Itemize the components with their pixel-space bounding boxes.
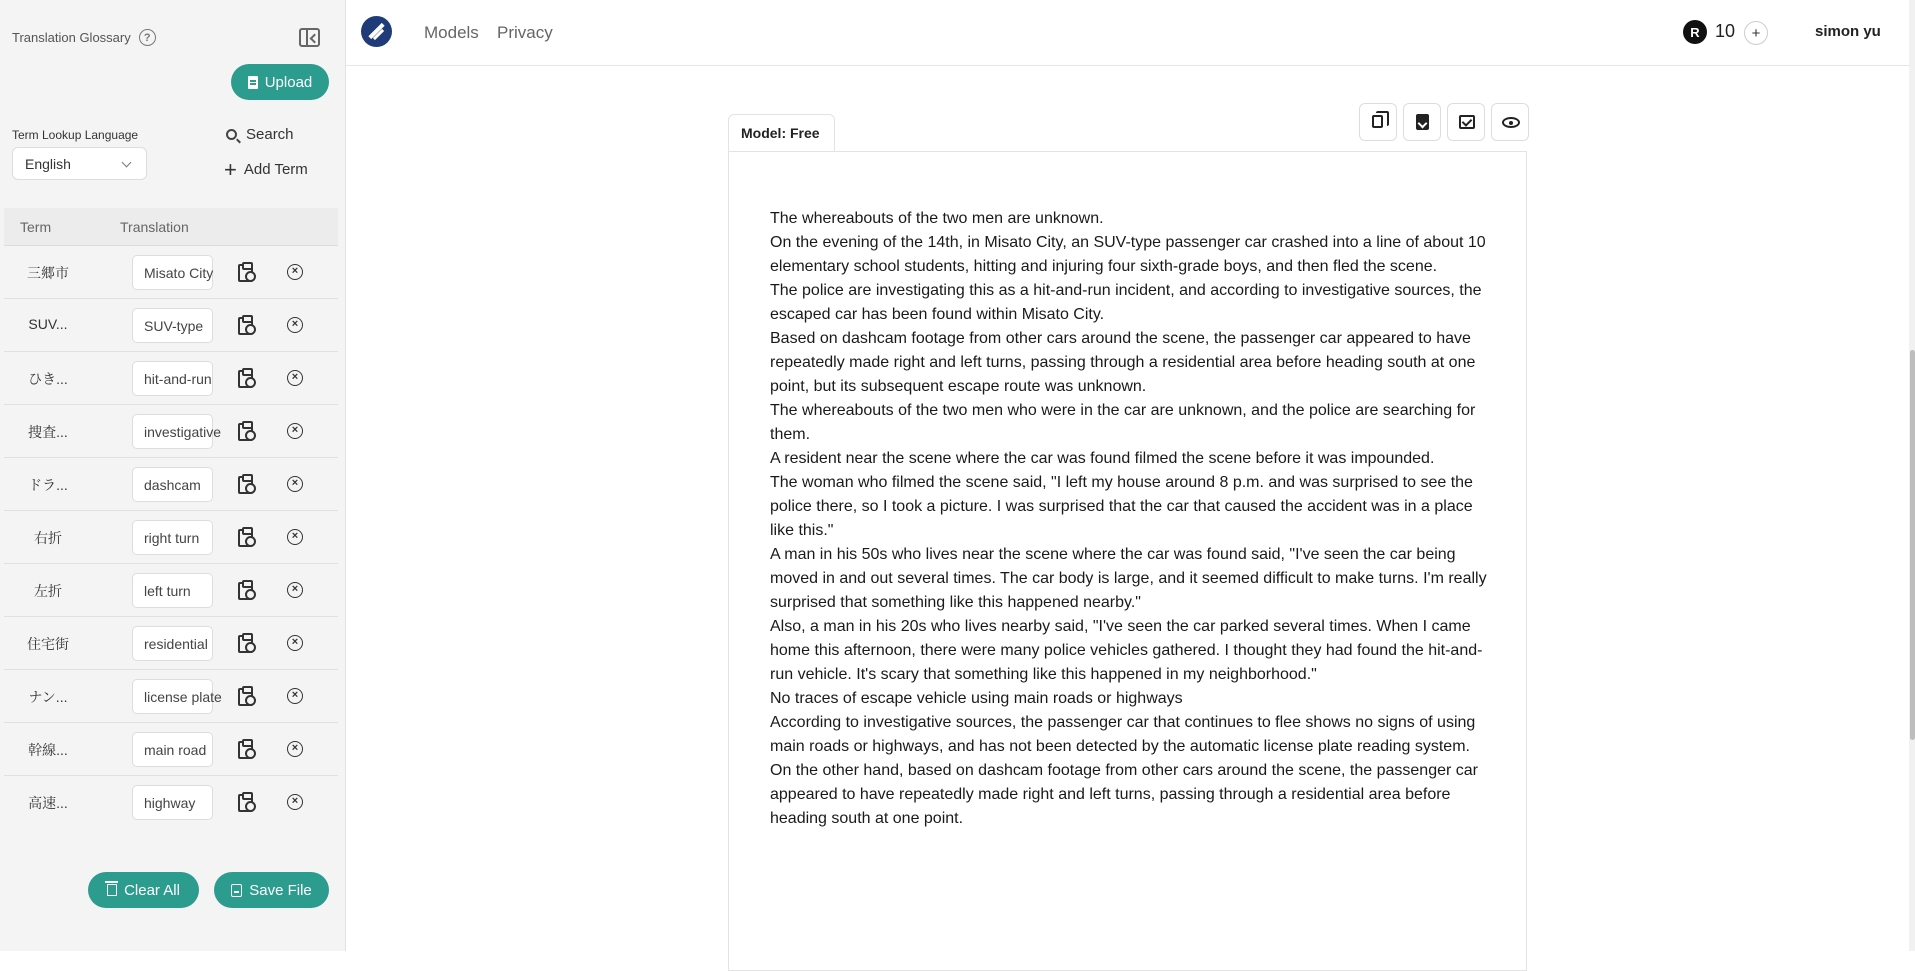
clipboard-search-icon[interactable] (238, 794, 253, 812)
term-cell: ひき... (28, 371, 68, 387)
clipboard-search-icon[interactable] (238, 688, 253, 706)
translation-output-panel[interactable] (728, 151, 1527, 971)
output-paragraph: Also, a man in his 20s who lives nearby said, "I've seen the car parked several times. When I came home this afternoon, there were many police vehicles gathered. I thought they had found the hit-and-run vehicle. It's scary that something like this happened in my neighborhood." (770, 618, 1483, 683)
output-paragraph: Based on dashcam footage from other cars around the scene, the passenger car appeared to have repeatedly made right and left turns, passing through a residential area before heading south at one point, but its subsequent escape route was unknown. (770, 330, 1476, 395)
glossary-table-header (4, 208, 338, 246)
model-tab[interactable]: Model: Free (728, 114, 835, 152)
table-row (4, 405, 338, 458)
term-cell: 右折 (34, 530, 62, 546)
term-cell: 左折 (34, 583, 62, 599)
translation-input[interactable]: residential (132, 626, 213, 661)
output-paragraph: The woman who filmed the scene said, "I left my house around 8 p.m. and was surprised to see the police there, so I took a picture. I was surprised that the car that caused the accident was in a place like this." (770, 474, 1473, 539)
translation-input[interactable]: dashcam (132, 467, 213, 502)
term-cell: ナン... (28, 689, 68, 705)
trash-icon (107, 884, 117, 896)
table-row (4, 352, 338, 405)
output-paragraph: The police are investigating this as a hit-and-run incident, and according to investigative sources, the escaped car has been found within Misato City. (770, 282, 1482, 323)
copy-icon (1372, 115, 1383, 128)
table-row (4, 670, 338, 723)
save-file-button[interactable] (214, 872, 329, 908)
clear-all-button[interactable] (88, 872, 199, 908)
clipboard-search-icon[interactable] (238, 317, 253, 335)
plus-icon: + (224, 157, 237, 182)
output-paragraph: A man in his 50s who lives near the scene where the car was found said, "I've seen the car being moved in and out several times. The car body is large, and it seemed difficult to make turns. I'm really surprised that something like this happened nearby." (770, 546, 1487, 611)
output-paragraph: According to investigative sources, the passenger car that continues to flee shows no signs of using main roads or highways, and has not been detected by the automatic license plate reading system. (770, 714, 1476, 755)
save-file-label: Save File (249, 881, 312, 899)
term-cell: SUV... (28, 316, 68, 332)
delete-icon[interactable]: × (287, 688, 303, 704)
output-paragraph: A resident near the scene where the car was found filmed the scene before it was impounded. (770, 450, 1435, 467)
sidebar-title (12, 29, 156, 46)
nav-privacy-link[interactable]: Privacy (497, 23, 553, 42)
translation-input[interactable]: main road (132, 732, 213, 767)
table-row (4, 776, 338, 829)
add-term-button[interactable] (224, 157, 308, 182)
language-selected-value: English (25, 156, 71, 172)
review-button[interactable] (1447, 103, 1485, 141)
credit-count: 10 (1715, 21, 1736, 41)
translation-column-header: Translation (120, 219, 189, 235)
delete-icon[interactable]: × (287, 635, 303, 651)
term-cell: 捜査... (28, 424, 68, 440)
term-lookup-language-label: Term Lookup Language (12, 128, 139, 142)
chevron-down-icon (122, 158, 132, 168)
term-cell: 三郷市 (27, 265, 69, 281)
nav-models-link[interactable]: Models (424, 23, 479, 42)
table-row (4, 246, 338, 299)
glossary-rows (4, 246, 338, 829)
output-paragraph: No traces of escape vehicle using main roads or highways (770, 690, 1183, 707)
download-button[interactable] (1403, 103, 1441, 141)
glossary-sidebar (0, 0, 346, 951)
translation-input[interactable]: hit-and-run (132, 361, 213, 396)
download-icon (1416, 114, 1429, 130)
search-icon (226, 129, 237, 140)
clipboard-search-icon[interactable] (238, 529, 253, 547)
clipboard-search-icon[interactable] (238, 582, 253, 600)
clipboard-search-icon[interactable] (238, 423, 253, 441)
add-term-label: Add Term (243, 161, 308, 178)
help-icon[interactable]: ? (139, 29, 156, 46)
table-row (4, 511, 338, 564)
delete-icon[interactable]: × (287, 370, 303, 386)
translation-input[interactable]: license plate (132, 679, 213, 714)
term-cell: 住宅街 (27, 636, 69, 652)
delete-icon[interactable]: × (287, 741, 303, 757)
save-file-icon (231, 884, 242, 897)
clipboard-search-icon[interactable] (238, 635, 253, 653)
translation-input[interactable]: Misato City (132, 255, 213, 290)
clipboard-search-icon[interactable] (238, 476, 253, 494)
translation-output-text (770, 207, 1495, 831)
app-logo[interactable] (361, 16, 392, 47)
translation-input[interactable]: left turn (132, 573, 213, 608)
table-row (4, 564, 338, 617)
user-menu[interactable]: simon yu (1815, 23, 1881, 40)
table-row (4, 299, 338, 352)
clear-all-label: Clear All (124, 881, 180, 899)
clipboard-search-icon[interactable] (238, 264, 253, 282)
translation-input[interactable]: investigative (132, 414, 213, 449)
preview-button[interactable] (1491, 103, 1529, 141)
search-label: Search (246, 126, 294, 143)
output-paragraph: On the other hand, based on dashcam footage from other cars around the scene, the passenger car appeared to have repeatedly made right and left turns, passing through a residential area before heading south at one point. (770, 762, 1478, 827)
upload-label: Upload (264, 73, 313, 91)
delete-icon[interactable]: × (287, 423, 303, 439)
page-scrollbar-thumb[interactable] (1910, 350, 1915, 740)
file-icon (248, 76, 258, 89)
search-button[interactable] (226, 126, 294, 143)
table-row (4, 723, 338, 776)
delete-icon[interactable]: × (287, 264, 303, 280)
sidebar-title-text: Translation Glossary (12, 30, 131, 45)
clipboard-search-icon[interactable] (238, 370, 253, 388)
clipboard-search-icon[interactable] (238, 741, 253, 759)
credit-icon: R (1683, 20, 1707, 44)
output-paragraph: The whereabouts of the two men who were in the car are unknown, and the police are searching for them. (770, 402, 1476, 443)
eye-icon (1502, 117, 1520, 128)
upload-button[interactable] (231, 64, 329, 100)
term-cell: ドラ... (28, 477, 68, 493)
top-navbar (346, 0, 1915, 66)
translation-input[interactable]: SUV-type (132, 308, 213, 343)
term-column-header: Term (20, 219, 52, 235)
translation-input[interactable]: highway (132, 785, 213, 820)
collapse-sidebar-icon[interactable] (299, 28, 320, 47)
term-cell: 高速... (28, 795, 68, 811)
output-paragraph: The whereabouts of the two men are unknown. (770, 210, 1104, 227)
copy-button[interactable] (1359, 103, 1397, 141)
translation-input[interactable]: right turn (132, 520, 213, 555)
delete-icon[interactable]: × (287, 317, 303, 333)
delete-icon[interactable]: × (287, 476, 303, 492)
language-select[interactable] (12, 147, 147, 180)
table-row (4, 458, 338, 511)
delete-icon[interactable]: × (287, 582, 303, 598)
delete-icon[interactable]: × (287, 794, 303, 810)
table-row (4, 617, 338, 670)
delete-icon[interactable]: × (287, 529, 303, 545)
add-credits-button[interactable]: + (1744, 21, 1768, 45)
term-cell: 幹線... (28, 742, 68, 758)
output-paragraph: On the evening of the 14th, in Misato City, an SUV-type passenger car crashed into a line of about 10 elementary school students, hitting and injuring four sixth-grade boys, and then fled the scene. (770, 234, 1486, 275)
review-check-icon (1459, 115, 1475, 129)
